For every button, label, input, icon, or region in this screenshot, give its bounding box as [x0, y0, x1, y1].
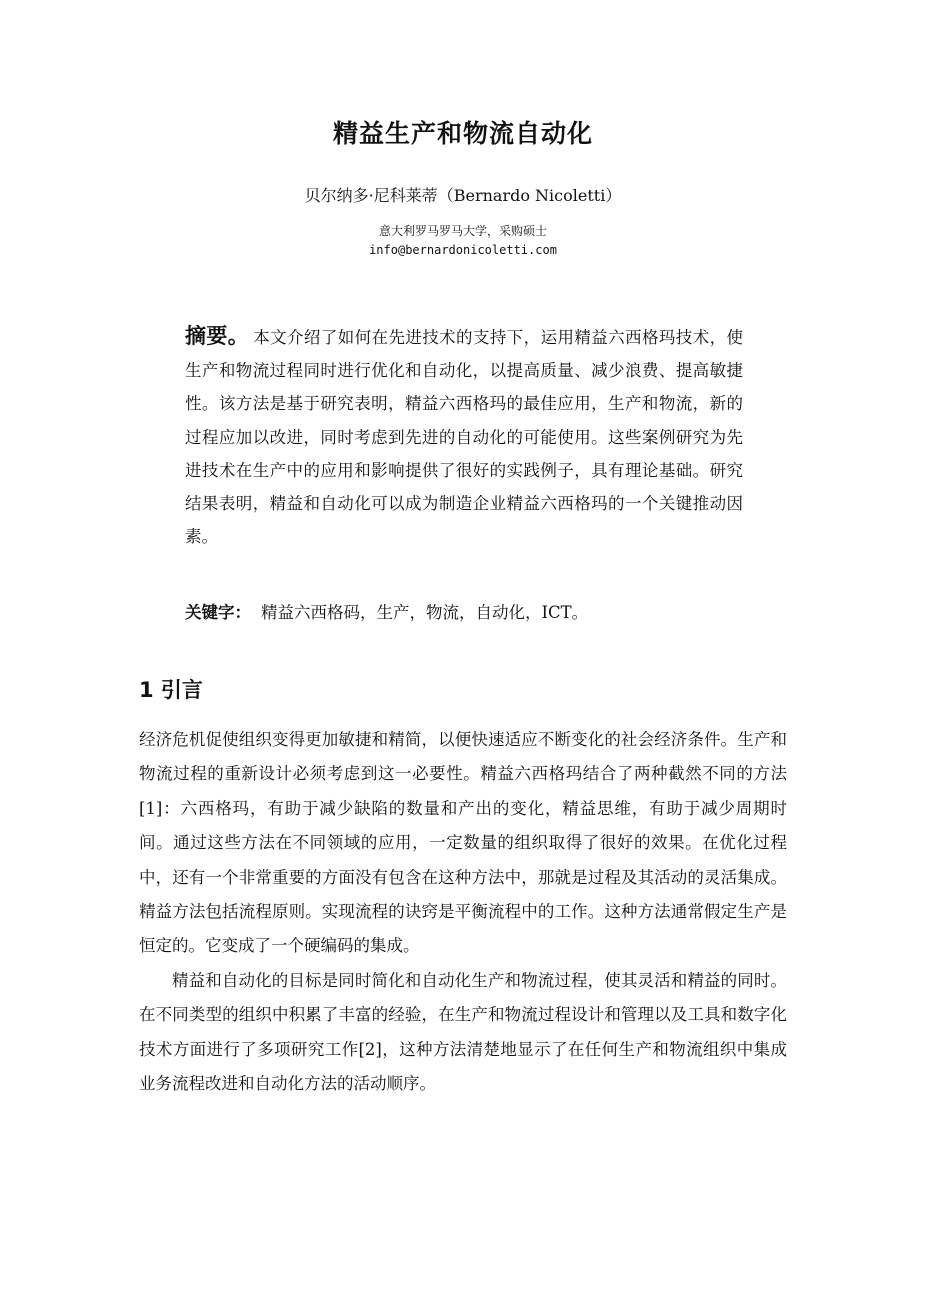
section-body — [139, 723, 787, 1101]
author-email: info@bernardonicoletti.com — [369, 243, 557, 257]
author-line: 贝尔纳多·尼科莱蒂（Bernardo Nicoletti） — [304, 186, 622, 205]
affiliation: 意大利罗马罗马大学，采购硕士 — [378, 224, 547, 238]
paragraph: 精益和自动化的目标是同时简化和自动化生产和物流过程，使其灵活和精益的同时。在不同类型的组织中积累了丰富的经验，在生产和物流过程设计和管理以及工具和数字化技术方面进行了多项研究工作[2]，这种方法清楚地显示了在任何生产和物流组织中集成业务流程改进和自动化方法的活动顺序。 — [139, 970, 787, 1094]
keywords-label: 关键字： — [185, 603, 251, 622]
paper-title: 精益生产和物流自动化 — [332, 119, 593, 148]
keywords-text: 精益六西格码，生产，物流，自动化，ICT。 — [261, 603, 589, 622]
keywords — [185, 599, 743, 623]
section-heading: 1 引言 — [139, 678, 203, 702]
abstract-text: 本文介绍了如何在先进技术的支持下，运用精益六西格玛技术，使生产和物流过程同时进行优化和自动化，以提高质量、减少浪费、提高敏捷性。该方法是基于研究表明，精益六西格玛的最佳应用，生产和物流，新的过程应加以改进，同时考虑到先进的自动化的可能使用。这些案例研究为先进技术在生产中的应用和影响提供了很好的实践例子，具有理论基础。研究结果表明，精益和自动化可以成为制造企业精益六西格玛的一个关键推动因素。 — [185, 328, 744, 547]
abstract — [185, 320, 743, 553]
abstract-label: 摘要。 — [185, 324, 250, 348]
paragraph: 经济危机促使组织变得更加敏捷和精简，以便快速适应不断变化的社会经济条件。生产和物流过程的重新设计必须考虑到这一必要性。精益六西格玛结合了两种截然不同的方法[1]：六西格玛，有助于减少缺陷的数量和产出的变化，精益思维，有助于减少周期时间。通过这些方法在不同领域的应用，一定数量的组织取得了很好的效果。在优化过程中，还有一个非常重要的方面没有包含在这种方法中，那就是过程及其活动的灵活集成。精益方法包括流程原则。实现流程的诀窍是平衡流程中的工作。这种方法通常假定生产是恒定的。它变成了一个硬编码的集成。 — [139, 730, 787, 956]
